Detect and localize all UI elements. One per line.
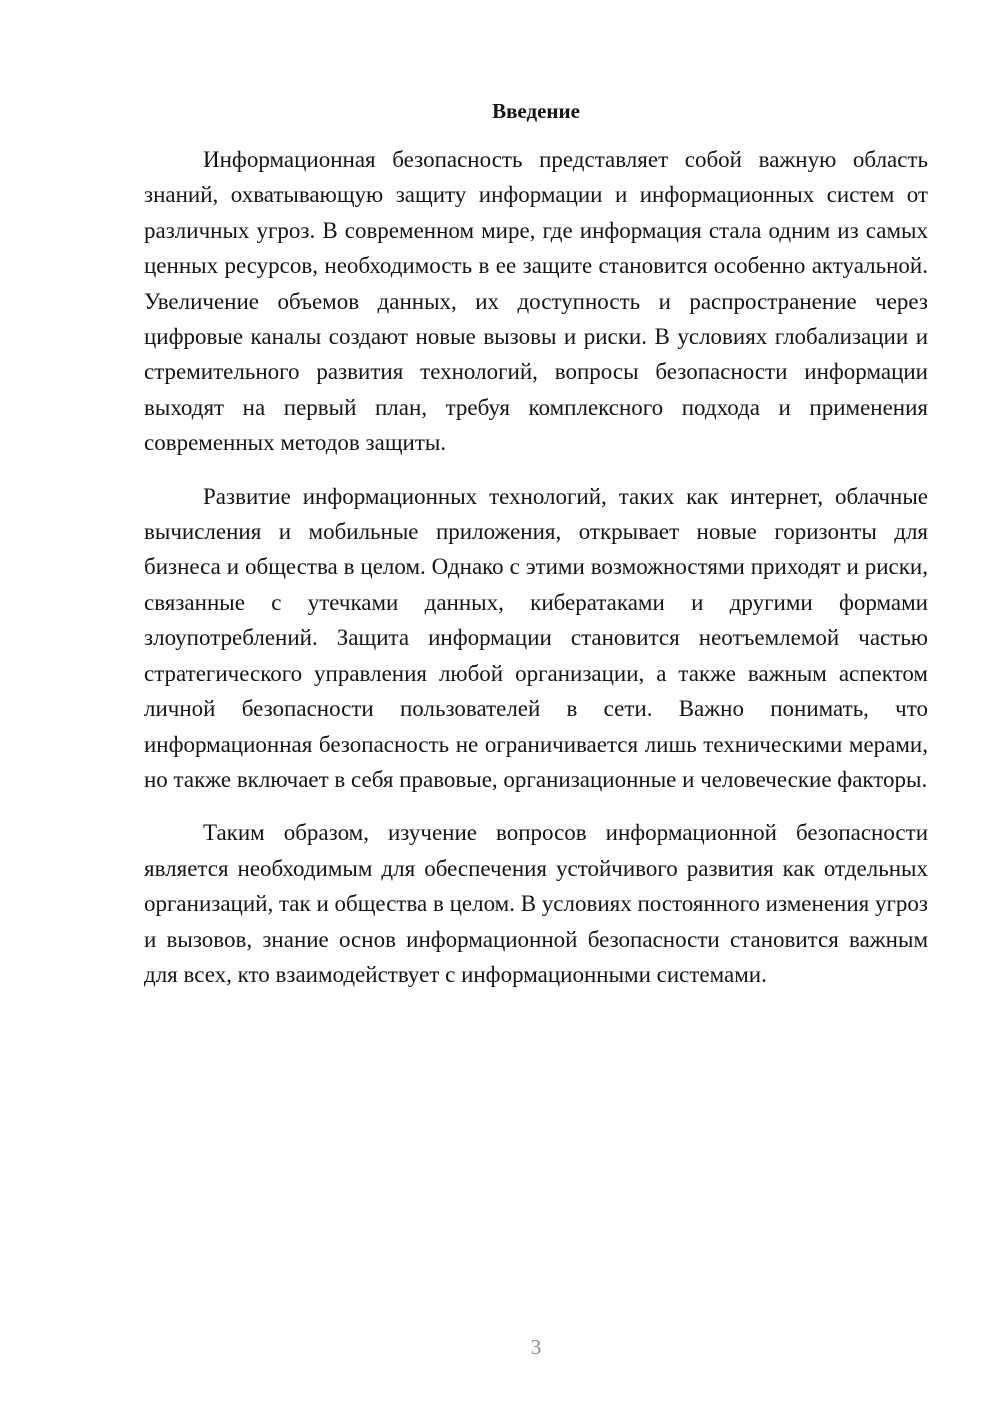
paragraph-1: Информационная безопасность представляет собой важную область знаний, охватывающую защиту информации и информационных систем от различных угроз. В современном мире, где информация стала одним из самых ценных ресурсов, необходимость в ее защите становится особенно актуальной. Увеличение объемов данных, их доступность и распространение через цифровые каналы создают новые вызовы и риски. В условиях глобализации и стремительного развития технологий, вопросы безопасности информации выходят на первый план, требуя комплексного подхода и применения современных методов защиты. [144,147,928,456]
page-body [144,96,928,992]
section-title: Введение [492,99,580,123]
paragraph-2: Развитие информационных технологий, таких как интернет, облачные вычисления и мобильные приложения, открывает новые горизонты для бизнеса и общества в целом. Однако с этими возможностями приходят и риски, связанные с утечками данных, кибератаками и другими формами злоупотреблений. Защита информации становится неотъемлемой частью стратегического управления любой организации, а также важным аспектом личной безопасности пользователей в сети. Важно понимать, что информационная безопасность не ограничивается лишь техническими мерами, но также включает в себя правовые, организационные и человеческие факторы. [144,483,928,792]
paragraph-3: Таким образом, изучение вопросов информационной безопасности является необходимым для обеспечения устойчивого развития как отдельных организаций, так и общества в целом. В условиях постоянного изменения угроз и вызовов, знание основ информационной безопасности становится важным для всех, кто взаимодействует с информационными системами. [144,820,928,987]
page-number: 3 [530,1335,542,1359]
